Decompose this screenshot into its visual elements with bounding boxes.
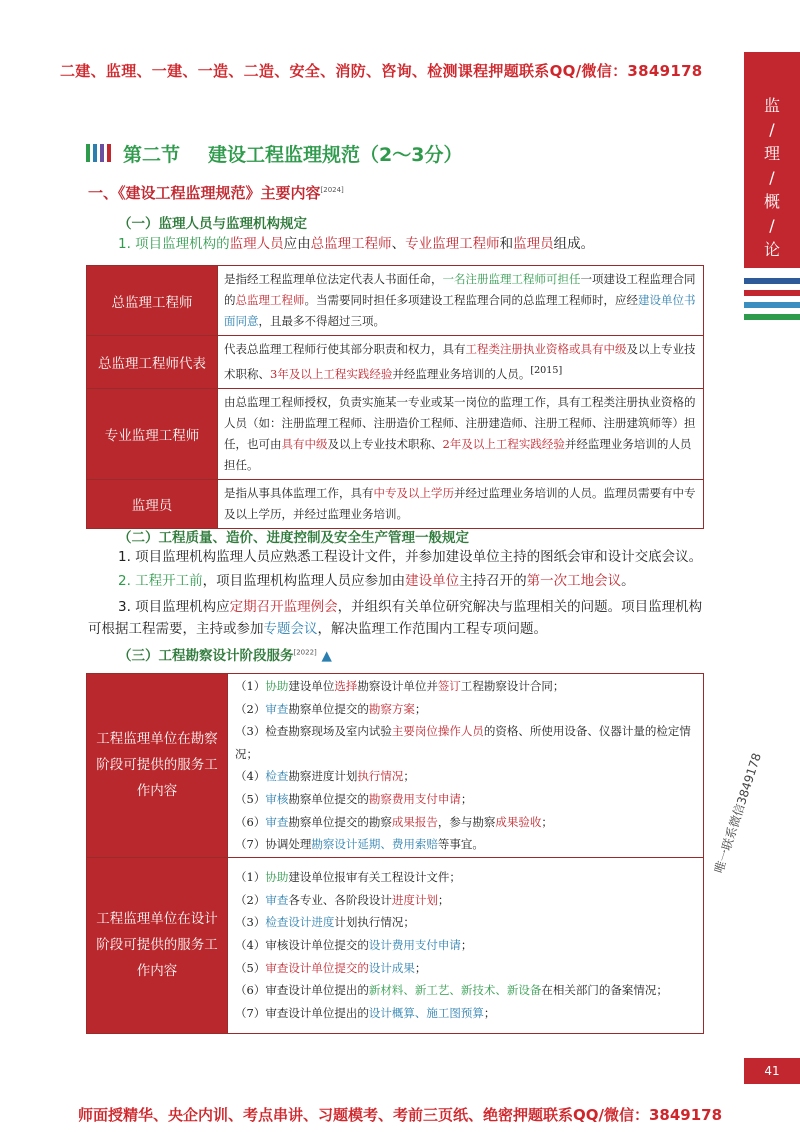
subheading-1: （一）监理人员与监理机构规定 xyxy=(118,216,307,232)
table-row xyxy=(87,388,704,479)
list-item: （6）审查勘察单位提交的勘察成果报告，参与勘察成果验收； xyxy=(235,814,553,829)
staff-table xyxy=(86,265,704,529)
paragraph-2-3: 3. 项目监理机构应定期召开监理例会，并组织有关单位研究解决与监理相关的问题。项目监理机构可根据工程需要，主持或参加专题会议，解决监理工作范围内工程专项问题。 xyxy=(88,599,703,637)
list-item: （1）协助建设单位选择勘察设计单位并签订工程勘察设计合同； xyxy=(235,679,565,693)
side-tab-char: / xyxy=(769,120,775,139)
side-stripe xyxy=(744,302,800,308)
side-tab-char: / xyxy=(769,168,775,187)
list-item: （2）审查勘察单位提交的勘察方案； xyxy=(235,701,427,716)
section-bars-icon xyxy=(86,144,111,162)
list-item: （3）检查设计进度计划执行情况； xyxy=(235,915,415,930)
list-item: （4）审核设计单位提交的设计费用支付申请； xyxy=(235,937,473,952)
side-stripe xyxy=(744,314,800,320)
section-title xyxy=(86,140,462,166)
table-row xyxy=(87,857,704,1033)
table-row xyxy=(87,674,704,858)
side-tab-char: 监 xyxy=(763,96,780,115)
side-stripe xyxy=(744,278,800,284)
row-text: 是指经工程监理单位法定代表人书面任命，一名注册监理工程师可担任一项建设工程监理合同的总监理工程师。当需要同时担任多项建设工程监理合同的总监理工程师时，应经建设单位书面同意，且最多不得超过三项。 xyxy=(218,266,704,336)
row-label: 专业监理工程师 xyxy=(87,388,218,479)
list-item: （5）审核勘察单位提交的勘察费用支付申请； xyxy=(235,791,473,806)
services-table xyxy=(86,673,704,1034)
bottom-promo-banner: 师面授精华、央企内训、考点串讲、习题模考、考前三页纸、绝密押题联系QQ/微信：3849178 xyxy=(77,1106,723,1124)
top-promo-banner: 二建、监理、一建、一造、二造、安全、消防、咨询、检测课程押题联系QQ/微信：3849178 xyxy=(60,62,703,80)
contact-watermark: 唯一联系微信3849178 xyxy=(711,751,764,875)
table-row xyxy=(87,479,704,528)
subheading-2: （二）工程质量、造价、进度控制及安全生产管理一般规定 xyxy=(118,530,469,546)
side-tab-char: 论 xyxy=(763,240,780,259)
paragraph-staff-composition: 1. 项目监理机构的监理人员应由总监理工程师、专业监理工程师和监理员组成。 xyxy=(118,236,595,252)
side-tab-char: / xyxy=(769,216,775,235)
side-tab-char: 理 xyxy=(763,144,780,163)
list-item: （2）审查各专业、各阶段设计进度计划； xyxy=(235,892,450,907)
row-text: 是指从事具体监理工作，具有中专及以上学历并经过监理业务培训的人员。监理员需要有中专及以上学历，并经过监理业务培训。 xyxy=(218,479,704,528)
list-item: （3）检查勘察现场及室内试验主要岗位操作人员的资格、所使用设备、仪器计量的检定情况； xyxy=(235,724,691,761)
table-row xyxy=(87,266,704,336)
paragraph-2-1: 1. 项目监理机构监理人员应熟悉工程设计文件，并参加建设单位主持的图纸会审和设计交底会议。 xyxy=(118,549,703,565)
table-row xyxy=(87,336,704,389)
page-number: 41 xyxy=(744,1058,800,1084)
row-text: 代表总监理工程师行使其部分职责和权力，具有工程类注册执业资格或具有中级及以上专业技术职称、3年及以上工程实践经验并经监理业务培训的人员。[2015] xyxy=(218,336,704,389)
row-label: 总监理工程师代表 xyxy=(87,336,218,389)
row-label: 工程监理单位在设计阶段可提供的服务工作内容 xyxy=(87,857,228,1033)
side-chapter-tab xyxy=(744,52,800,268)
row-list xyxy=(228,674,704,858)
subheading-3: （三）工程勘察设计阶段服务[2022] ▲ xyxy=(118,648,332,664)
row-label: 工程监理单位在勘察阶段可提供的服务工作内容 xyxy=(87,674,228,858)
paragraph-2-2: 2. 工程开工前，项目监理机构监理人员应参加由建设单位主持召开的第一次工地会议。 xyxy=(118,573,635,589)
section-heading: 建设工程监理规范（2～3分） xyxy=(208,143,463,166)
list-item: （1）协助建设单位报审有关工程设计文件； xyxy=(235,870,461,885)
row-label: 监理员 xyxy=(87,479,218,528)
row-label: 总监理工程师 xyxy=(87,266,218,336)
side-stripe xyxy=(744,290,800,296)
list-item: （7）协调处理勘察设计延期、费用索赔等事宜。 xyxy=(235,837,484,852)
row-text: 由总监理工程师授权，负责实施某一专业或某一岗位的监理工作，具有工程类注册执业资格的人员（如：注册监理工程师、注册造价工程师、注册建造师、注册工程师、注册建筑师等）担任，也可由具有中级及以上专业技术职称、2年及以上工程实践经验并经监理业务培训的人员担任。 xyxy=(218,388,704,479)
list-item: （7）审查设计单位提出的设计概算、施工图预算； xyxy=(235,1005,496,1020)
list-item: （6）审查设计单位提出的新材料、新工艺、新技术、新设备在相关部门的备案情况； xyxy=(235,983,668,998)
list-item: （4）检查勘察进度计划执行情况； xyxy=(235,769,415,784)
heading-1: 一、《建设工程监理规范》主要内容[2024] xyxy=(88,184,344,202)
list-item: （5）审查设计单位提交的设计成果； xyxy=(235,960,427,975)
section-number: 第二节 xyxy=(123,143,181,166)
row-list xyxy=(228,857,704,1033)
side-tab-char: 概 xyxy=(763,192,780,211)
